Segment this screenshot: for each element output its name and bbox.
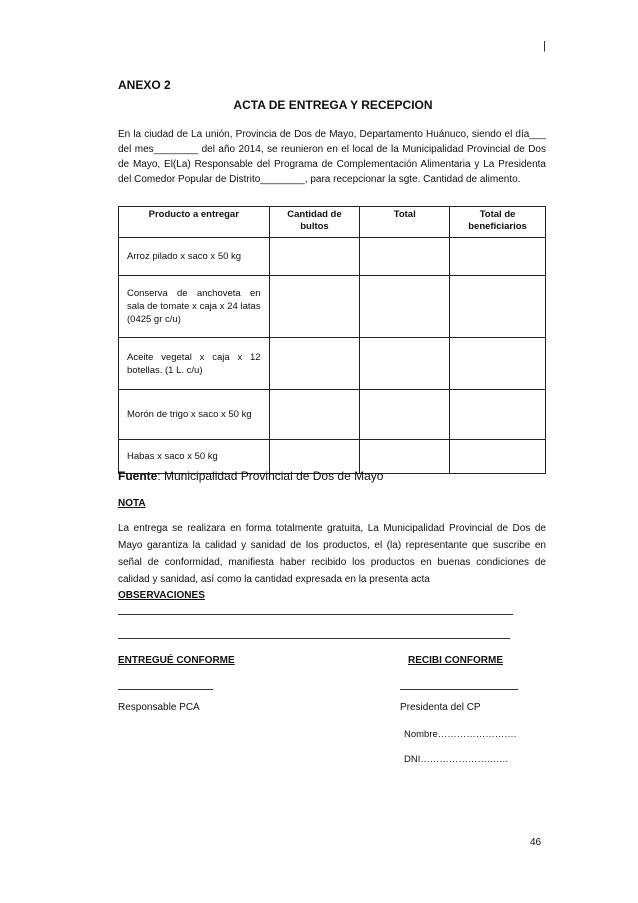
table-row	[119, 338, 546, 390]
header-product: Producto a entregar	[119, 207, 270, 238]
corner-mark: |	[543, 40, 546, 52]
quantity-cell	[269, 238, 360, 276]
products-table	[118, 206, 546, 474]
dni-field: DNI…………………….…	[404, 754, 509, 765]
beneficiaries-cell	[450, 338, 546, 390]
total-cell	[360, 338, 450, 390]
total-cell	[360, 238, 450, 276]
beneficiaries-cell	[450, 440, 546, 474]
name-field: Nombre…………………….	[404, 729, 517, 740]
quantity-cell	[269, 276, 360, 338]
delivered-signature-line	[118, 689, 213, 690]
table-row	[119, 390, 546, 440]
received-role: Presidenta del CP	[400, 702, 481, 713]
quantity-cell	[269, 338, 360, 390]
table-row	[119, 276, 546, 338]
header-quantity: Cantidad de bultos	[269, 207, 360, 238]
source-text: : Municipalidad Provincial de Dos de Mayo	[157, 469, 384, 483]
source-label: Fuente	[118, 469, 158, 483]
beneficiaries-cell	[450, 390, 546, 440]
table-row	[119, 238, 546, 276]
annex-label: ANEXO 2	[118, 78, 171, 92]
header-total: Total	[360, 207, 450, 238]
header-beneficiaries: Total de beneficiarios	[450, 207, 546, 238]
document-title: ACTA DE ENTREGA Y RECEPCION	[233, 98, 433, 112]
delivered-heading: ENTREGUÉ CONFORME	[118, 655, 235, 666]
product-cell: Conserva de anchoveta en sala de tomate x caja x 24 latas (0425 gr c/u)	[119, 276, 270, 338]
nota-paragraph: La entrega se realizara en forma totalmente gratuita, La Municipalidad Provincial de Dos de Mayo garantiza la calidad y sanidad de los productos, el (la) representante que suscribe en señal de conformidad, manifiesta haber recibido los productos en buenas condiciones de calidad y sanidad, así como la cantidad expresada en la presenta acta	[118, 523, 546, 585]
received-heading: RECIBI CONFORME	[408, 655, 503, 666]
page-number: 46	[530, 837, 542, 848]
observation-line-1	[118, 614, 513, 615]
delivered-role: Responsable PCA	[118, 702, 200, 713]
product-cell: Arroz pilado x saco x 50 kg	[119, 238, 270, 276]
product-cell: Habas x saco x 50 kg	[119, 440, 270, 474]
total-cell	[360, 390, 450, 440]
quantity-cell	[269, 390, 360, 440]
product-cell: Morón de trigo x saco x 50 kg	[119, 390, 270, 440]
received-signature-line	[400, 689, 518, 690]
total-cell	[360, 276, 450, 338]
intro-paragraph: En la ciudad de La unión, Provincia de Dos de Mayo, Departamento Huánuco, siendo el día___ del mes________ del año 2014, se reunieron en el local de la Municipalidad Provincial de Dos de Mayo, El(La) Responsable del Programa de Complementación Alimentaria y La Presidenta del Comedor Popular de Distrito________, para recepcionar la sgte. Cantidad de alimento.	[118, 129, 546, 185]
source-line	[118, 469, 383, 483]
beneficiaries-cell	[450, 238, 546, 276]
beneficiaries-cell	[450, 276, 546, 338]
observaciones-label: OBSERVACIONES	[118, 590, 205, 601]
product-cell: Aceite vegetal x caja x 12 botellas. (1 L. c/u)	[119, 338, 270, 390]
nota-label: NOTA	[118, 498, 146, 509]
table-header-row	[119, 207, 546, 238]
observation-line-2	[118, 638, 510, 639]
